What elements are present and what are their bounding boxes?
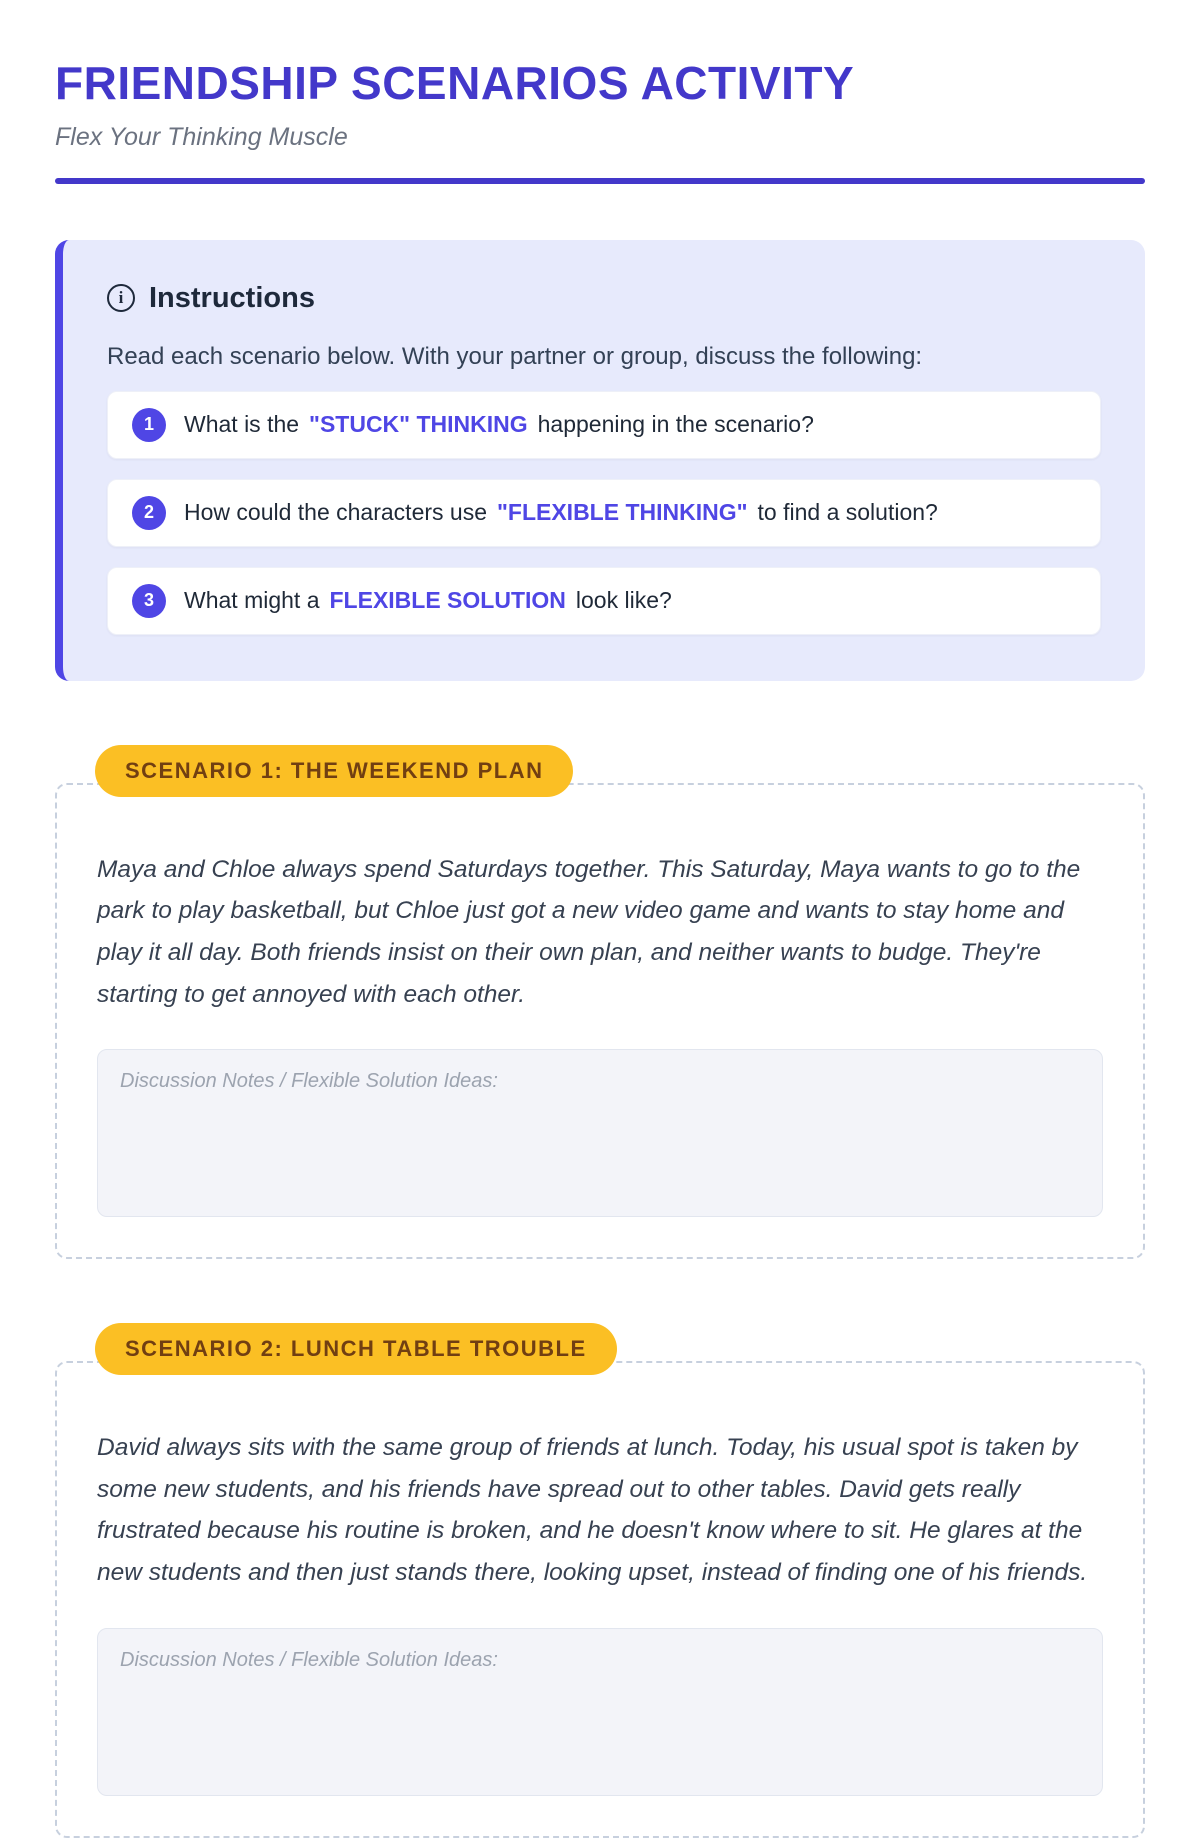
instruction-item-3: [107, 567, 1101, 635]
discussion-notes-input[interactable]: [97, 1049, 1103, 1217]
title-divider: [55, 178, 1145, 184]
instruction-text: [184, 411, 814, 438]
instruction-highlight: FLEXIBLE SOLUTION: [329, 587, 566, 614]
scenario-section-2: [55, 1323, 1145, 1838]
instruction-text: [184, 587, 672, 614]
instructions-heading: Instructions: [149, 281, 315, 314]
page-header: [55, 58, 1145, 184]
instruction-text-pre: What is the: [184, 411, 300, 438]
instruction-highlight: "FLEXIBLE THINKING": [497, 499, 748, 526]
page-title: FRIENDSHIP SCENARIOS ACTIVITY: [55, 57, 855, 109]
instruction-text-pre: How could the characters use: [184, 499, 487, 526]
scenario-text: Maya and Chloe always spend Saturdays together. This Saturday, Maya wants to go to the park to play basketball, but Chloe just got a new video game and wants to stay home and play it all day. Both friends insist on their own plan, and neither wants to budge. They're starting to get annoyed with each other.: [97, 855, 1081, 1008]
scenario-text: David always sits with the same group of friends at lunch. Today, his usual spot is taken by some new students, and his friends have spread out to other tables. David gets really frustrated because his routine is broken, and he doesn't know where to sit. He glares at the new students and then just stands there, looking upset, instead of finding one of his friends.: [97, 1434, 1088, 1587]
step-number-badge: 1: [132, 408, 166, 442]
instructions-header: [107, 282, 1101, 315]
worksheet-page: [55, 0, 1145, 1838]
scenario-section-1: [55, 745, 1145, 1260]
scenario-box: [55, 1361, 1145, 1838]
info-icon: i: [107, 284, 135, 312]
instruction-item-1: [107, 391, 1101, 459]
page-subtitle: Flex Your Thinking Muscle: [55, 122, 348, 151]
instructions-panel: [55, 240, 1145, 681]
instructions-intro: Read each scenario below. With your partner or group, discuss the following:: [107, 342, 923, 370]
step-number-badge: 2: [132, 496, 166, 530]
instruction-text-post: to find a solution?: [757, 499, 938, 526]
instruction-highlight: "STUCK" THINKING: [309, 411, 528, 438]
instruction-text: [184, 499, 938, 526]
scenario-badge: SCENARIO 2: LUNCH TABLE TROUBLE: [95, 1323, 617, 1375]
instruction-text-post: happening in the scenario?: [537, 411, 814, 438]
instruction-item-2: [107, 479, 1101, 547]
scenario-box: [55, 783, 1145, 1260]
instruction-text-post: look like?: [575, 587, 672, 614]
step-number-badge: 3: [132, 584, 166, 618]
discussion-notes-input[interactable]: [97, 1628, 1103, 1796]
scenario-badge: SCENARIO 1: THE WEEKEND PLAN: [95, 745, 573, 797]
instruction-text-pre: What might a: [184, 587, 320, 614]
